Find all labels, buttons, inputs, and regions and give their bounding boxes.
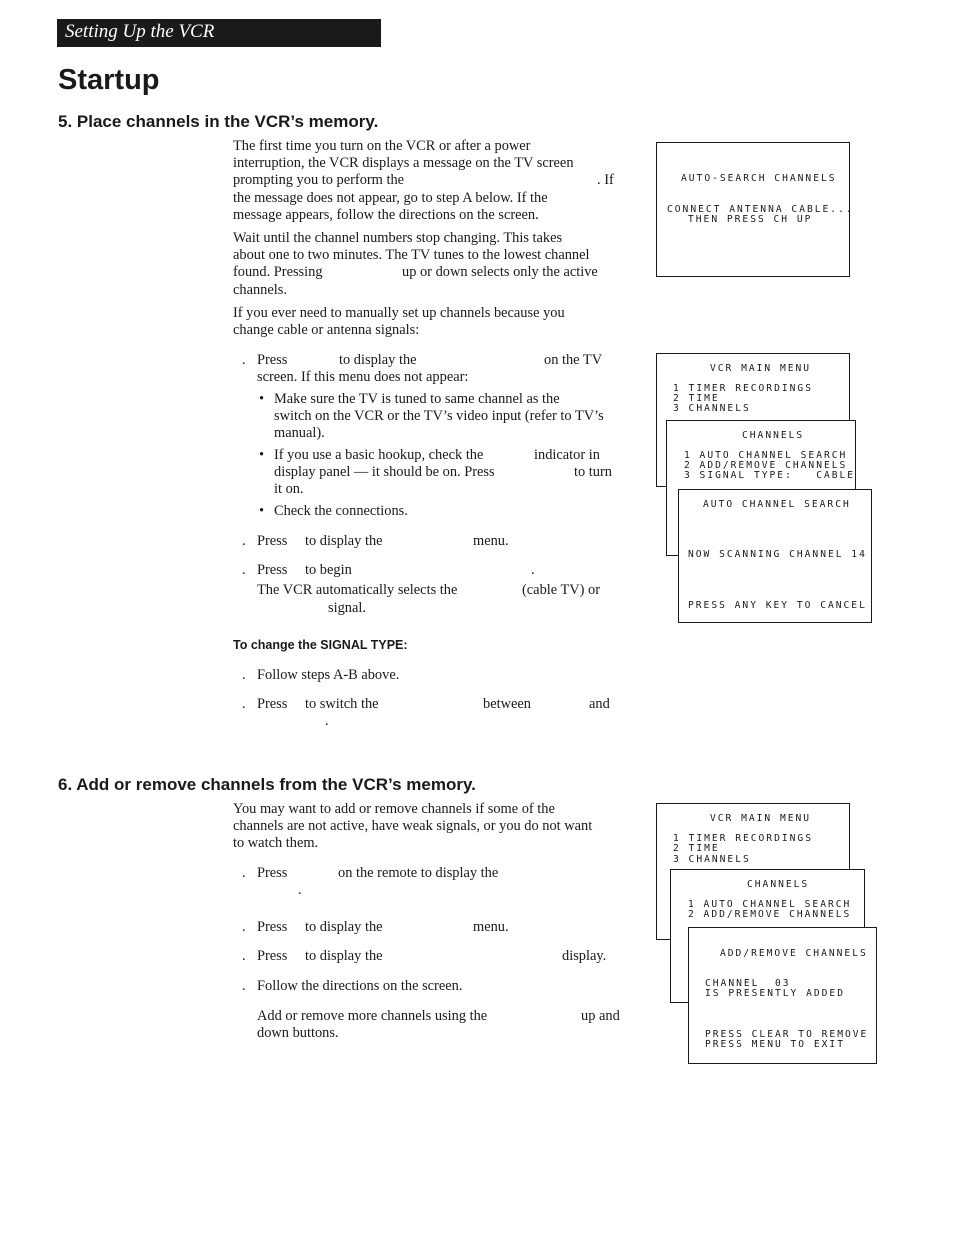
screen-add-remove-channels: ADD/REMOVE CHANNELS CHANNEL 03 IS PRESENTLY ADDED PRESS CLEAR TO REMOVE PRESS MENU TO EXIT <box>688 927 877 1064</box>
screen-channels-a: CHANNELS 1 AUTO CHANNEL SEARCH 2 ADD/REMOVE CHANNELS 3 SIGNAL TYPE: CABLE <box>666 420 856 556</box>
s6-step-a-press: Press <box>257 865 288 881</box>
s6-step-c-display: display. <box>562 948 607 964</box>
s6-step-c-to-display: to display the <box>305 948 383 964</box>
s6-step-d-marker: . <box>242 978 246 994</box>
step-a-to-display: to display the <box>339 352 417 368</box>
step-a-line2: screen. If this menu does not appear: <box>257 369 469 385</box>
sig-step-b-press: Press <box>257 696 288 712</box>
section-5-heading: 5. Place channels in the VCR’s memory. <box>58 112 379 131</box>
step-c-cable-tv: (cable TV) or <box>522 582 601 598</box>
step-a-marker: . <box>242 352 246 368</box>
signal-type-heading: To change the SIGNAL TYPE: <box>233 638 408 652</box>
s6-step-b-marker: . <box>242 919 246 935</box>
bullet-tv-tuned: • Make sure the TV is tuned to same channel as the switch on the VCR or the TV’s video input (refer to TV’s manual). <box>259 391 604 442</box>
step-c-to-begin: to begin <box>305 562 352 578</box>
s6-step-b-menu: menu. <box>473 919 509 935</box>
bullet-basic-hookup: • If you use a basic hookup, check the indicator in display panel — it should be on. Press to turn it on. <box>259 447 612 498</box>
section-5-manual: If you ever need to manually set up channels because you change cable or antenna signals: <box>233 305 565 339</box>
section-5-intro: The first time you turn on the VCR or after a power interruption, the VCR displays a message on the TV screen prompting you to perform the . If the message does not appear, go to step A below. If the message appears, follow the directions on the screen. <box>233 138 614 223</box>
step-c-signal: signal. <box>328 600 366 616</box>
s6-step-c-marker: . <box>242 948 246 964</box>
step-c-period: . <box>531 562 535 578</box>
sig-step-b-period: . <box>325 713 329 729</box>
screen-main-menu-a: VCR MAIN MENU 1 TIMER RECORDINGS 2 TIME 3 CHANNELS <box>656 353 850 487</box>
sig-step-b-between: between <box>483 696 531 712</box>
screen-main-menu-b: VCR MAIN MENU 1 TIMER RECORDINGS 2 TIME 3 CHANNELS <box>656 803 850 940</box>
s6-step-a-remote: on the remote to display the <box>338 865 499 881</box>
section-5-wait: Wait until the channel numbers stop changing. This takes about one to two minutes. The TV tunes to the lowest channel found. Pressing up or down selects only the active channels. <box>233 230 598 298</box>
step-c-marker: . <box>242 562 246 578</box>
step-b-to-display: to display the <box>305 533 383 549</box>
section-header-bar <box>57 19 381 47</box>
s6-more-up-and: up and <box>581 1008 620 1024</box>
s6-step-a-marker: . <box>242 865 246 881</box>
step-c-press: Press <box>257 562 288 578</box>
s6-step-d: Follow the directions on the screen. <box>257 978 463 994</box>
section-label: Setting Up the VCR <box>65 21 215 42</box>
s6-more-line1: Add or remove more channels using the <box>257 1008 488 1024</box>
screen-auto-channel-search: AUTO CHANNEL SEARCH NOW SCANNING CHANNEL 14 PRESS ANY KEY TO CANCEL <box>678 489 872 623</box>
screen-channels-b: CHANNELS 1 AUTO CHANNEL SEARCH 2 ADD/REMOVE CHANNELS <box>670 869 865 1003</box>
s6-step-c-press: Press <box>257 948 288 964</box>
page-title: Startup <box>58 64 160 96</box>
s6-more-line2: down buttons. <box>257 1025 339 1041</box>
step-a-press: Press <box>257 352 288 368</box>
sig-step-a: Follow steps A-B above. <box>257 667 400 683</box>
step-b-press: Press <box>257 533 288 549</box>
step-b-marker: . <box>242 533 246 549</box>
section-6-heading: 6. Add or remove channels from the VCR’s memory. <box>58 775 476 794</box>
section-6-intro: You may want to add or remove channels if some of the channels are not active, have weak signals, or you do not want to watch them. <box>233 801 593 852</box>
s6-step-b-to-display: to display the <box>305 919 383 935</box>
step-a-on-tv: on the TV <box>544 352 603 368</box>
screen-auto-search: AUTO-SEARCH CHANNELS CONNECT ANTENNA CABLE... THEN PRESS CH UP <box>656 142 850 277</box>
sig-step-b-marker: . <box>242 696 246 712</box>
sig-step-b-and: and <box>589 696 610 712</box>
sig-step-b-switch: to switch the <box>305 696 379 712</box>
bullet-check-connections: • Check the connections. <box>259 503 408 519</box>
step-b-menu: menu. <box>473 533 509 549</box>
step-c-auto-selects: The VCR automatically selects the <box>257 582 458 598</box>
s6-step-a-period: . <box>298 882 302 898</box>
sig-step-a-marker: . <box>242 667 246 683</box>
s6-step-b-press: Press <box>257 919 288 935</box>
